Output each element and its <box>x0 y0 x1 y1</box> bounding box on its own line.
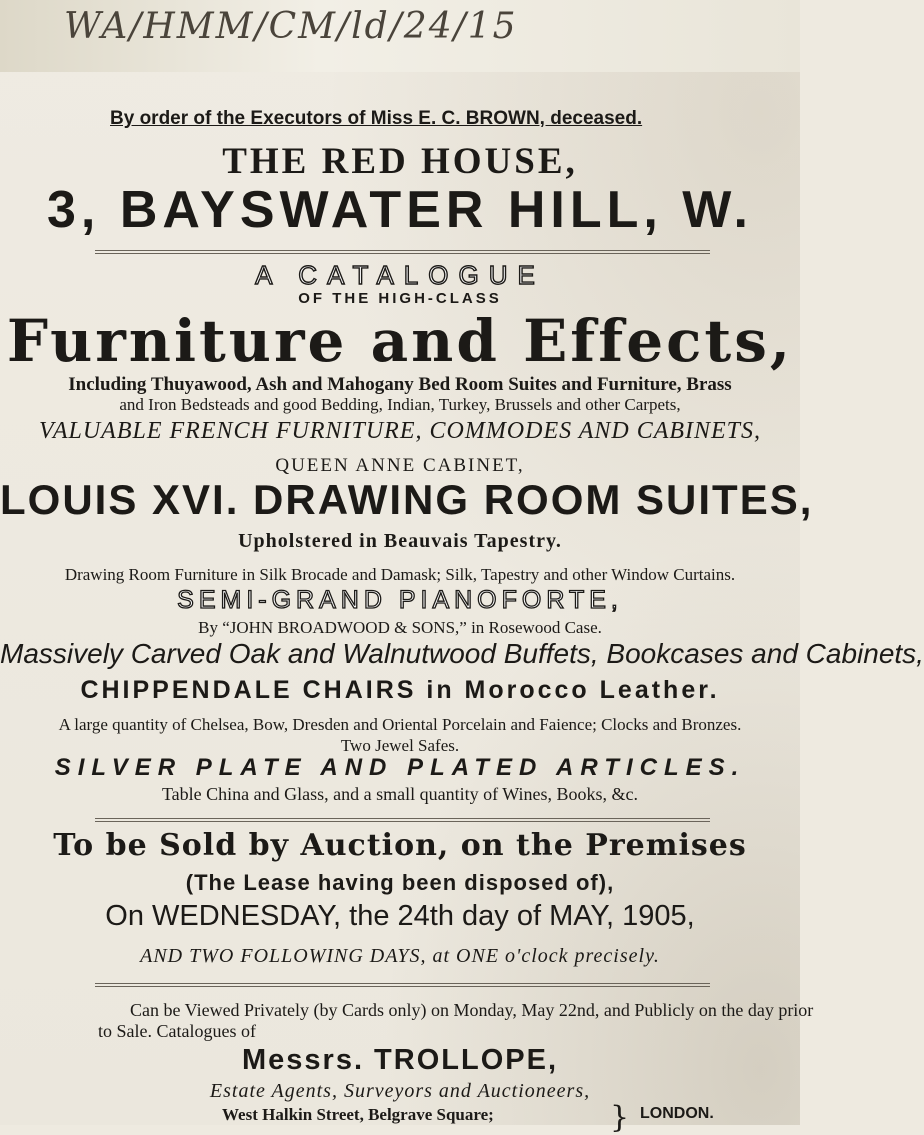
table-china-line: Table China and Glass, and a small quantity of Wines, Books, &c. <box>161 784 639 804</box>
viewing-line-1: Can be Viewed Privately (by Cards only) on Monday, May 22nd, and Publicly on the day prior <box>130 1000 814 1020</box>
furniture-effects-title: Furniture and Effects, <box>6 307 794 375</box>
address-line-1: West Halkin Street, Belgrave Square; <box>222 1105 494 1124</box>
louis-xvi-line: LOUIS XVI. DRAWING ROOM SUITES, <box>0 476 814 523</box>
catalogue-heading: A CATALOGUE <box>255 260 545 290</box>
upholstered-line: Upholstered in Beauvais Tapestry. <box>238 530 562 552</box>
wednesday-line: On WEDNESDAY, the 24th day of MAY, 1905, <box>105 900 695 932</box>
auctioneer-name: Messrs. TROLLOPE, <box>241 1044 558 1076</box>
broadwood-line: By “JOHN BROADWOOD & SONS,” in Rosewood Case. <box>198 618 602 637</box>
executors-line: By order of the Executors of Miss E. C. BROWN, deceased. <box>110 108 643 129</box>
chippendale-line: CHIPPENDALE CHAIRS in Morocco Leather. <box>80 676 720 704</box>
handwritten-reference: WA/HMM/CM/ld/24/15 <box>64 6 518 47</box>
drawing-room-line: Drawing Room Furniture in Silk Brocade and Damask; Silk, Tapestry and other Window Curtains. <box>64 565 736 584</box>
silver-plate-line: SILVER PLATE AND PLATED ARTICLES. <box>54 754 746 781</box>
porcelain-line: A large quantity of Chelsea, Bow, Dresden and Oriental Porcelain and Faience; Clocks and Bronzes. <box>58 715 742 734</box>
divider-rule-2 <box>95 818 710 822</box>
torn-top-strip <box>0 0 800 72</box>
divider-rule-1 <box>95 250 710 254</box>
valuable-line: VALUABLE FRENCH FURNITURE, COMMODES AND CABINETS, <box>38 418 762 444</box>
auctioneer-titles: Estate Agents, Surveyors and Auctioneers, <box>209 1080 591 1102</box>
high-class-line: OF THE HIGH-CLASS <box>298 290 502 307</box>
house-address: 3, BAYSWATER HILL, W. <box>47 181 753 239</box>
queen-anne-line: QUEEN ANNE CABINET, <box>275 455 525 476</box>
sold-by-auction-line: To be Sold by Auction, on the Premises <box>53 828 747 863</box>
massively-carved-line: Massively Carved Oak and Walnutwood Buffets, Bookcases and Cabinets, <box>0 638 924 669</box>
address-brace: } <box>610 1100 630 1135</box>
house-name: THE RED HOUSE, <box>222 141 578 182</box>
jewel-safes-line: Two Jewel Safes. <box>340 736 460 755</box>
lease-line: (The Lease having been disposed of), <box>185 870 615 895</box>
divider-rule-3 <box>95 983 710 987</box>
following-days-line: AND TWO FOLLOWING DAYS, at ONE o'clock precisely. <box>140 945 660 967</box>
including-line-1: Including Thuyawood, Ash and Mahogany Bed Room Suites and Furniture, Brass <box>68 374 732 395</box>
london-label: LONDON. <box>640 1105 714 1122</box>
semi-grand-line: SEMI-GRAND PIANOFORTE, <box>177 586 623 614</box>
including-line-2: and Iron Bedsteads and good Bedding, Indian, Turkey, Brussels and other Carpets, <box>119 395 681 414</box>
viewing-line-2: to Sale. Catalogues of <box>98 1021 256 1041</box>
